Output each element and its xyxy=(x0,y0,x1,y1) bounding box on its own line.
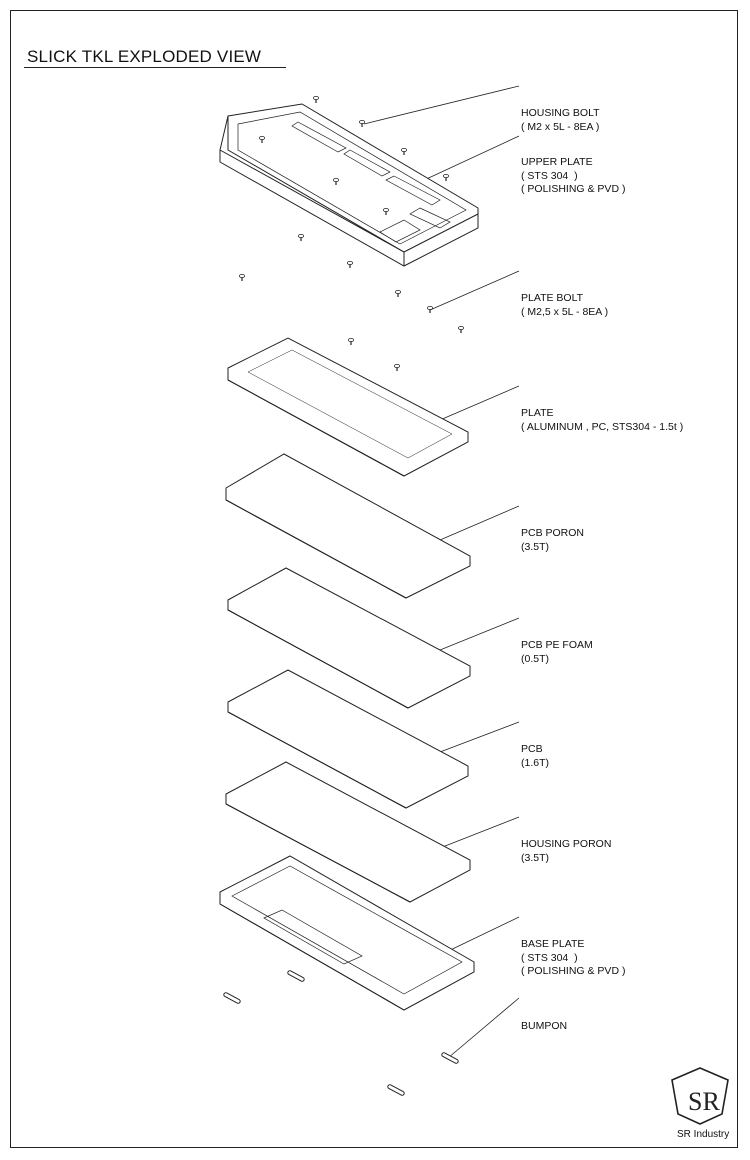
drawing-title: SLICK TKL EXPLODED VIEW xyxy=(27,47,262,66)
logo-mark: SR xyxy=(688,1087,720,1116)
label-pcb-poron: PCB PORON (3.5T) xyxy=(521,527,585,553)
label-base-plate: BASE PLATE ( STS 304 ) ( POLISHING & PVD ) xyxy=(521,938,626,977)
label-housing-poron: HOUSING PORON (3.5T) xyxy=(521,838,612,864)
sr-logo-icon xyxy=(672,1068,728,1124)
switch-plate xyxy=(228,338,468,476)
label-bumpon: BUMPON xyxy=(521,1020,568,1032)
label-pcb: PCB (1.6T) xyxy=(521,743,550,769)
label-housing-bolt: HOUSING BOLT ( M2 x 5L - 8EA ) xyxy=(521,107,600,133)
label-plate: PLATE ( ALUMINUM , PC, STS304 - 1.5t ) xyxy=(521,407,684,433)
label-upper-plate: UPPER PLATE ( STS 304 ) ( POLISHING & PVD ) xyxy=(521,156,626,195)
upper-plate xyxy=(220,104,478,266)
label-plate-bolt: PLATE BOLT ( M2,5 x 5L - 8EA ) xyxy=(521,292,609,318)
label-pcb-pe-foam: PCB PE FOAM (0.5T) xyxy=(521,639,593,665)
logo-text: SR Industry xyxy=(677,1129,730,1140)
pcb-poron xyxy=(226,454,470,598)
